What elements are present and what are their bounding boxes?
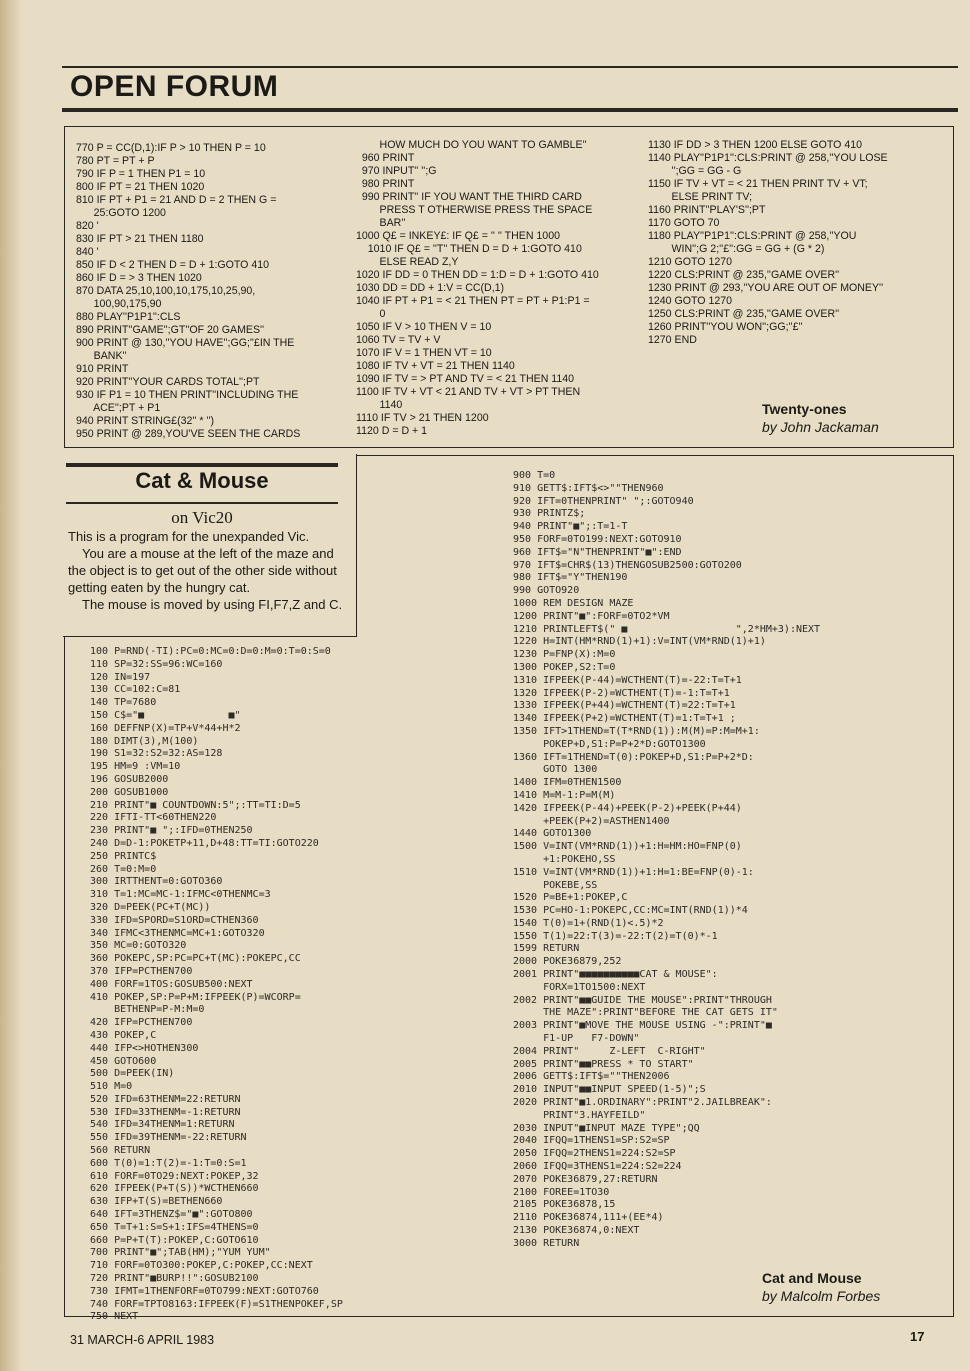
code-line: 1040 IF PT + P1 = < 21 THEN PT = PT + P1:P1 = — [356, 295, 590, 307]
code-line: 1100 IF TV + VT < 21 AND TV + VT > PT THEN — [356, 386, 581, 398]
code-line: POKEP+D,S1:P=P+2*D:GOTO1300 — [513, 738, 706, 750]
code-line: 730 IFMT=1THENFORF=0TO799:NEXT:GOTO760 — [90, 1285, 319, 1297]
intro-paragraph: This is a program for the unexpanded Vic. — [68, 529, 310, 544]
code-line: 200 GOSUB1000 — [90, 786, 169, 798]
code-line: 1110 IF TV > 21 THEN 1200 — [356, 412, 489, 424]
code-line: 360 POKEPC,SP:PC=PC+T(MC):POKEPC,CC — [90, 953, 301, 965]
code-line: 920 PRINT''YOUR CARDS TOTAL'';PT — [76, 376, 260, 388]
code-line: 600 T(0)=1:T(2)=-1:T=0:S=1 — [90, 1157, 247, 1169]
code-line: 2020 PRINT"■1.ORDINARY":PRINT"2.JAILBREAK": — [513, 1097, 772, 1109]
code-line: 860 IF D = > 3 THEN 1020 — [76, 272, 202, 284]
code-line: 240 D=D-1:POKETP+11,D+48:TT=TI:GOTO220 — [90, 837, 319, 849]
code-line: 930 IF P1 = 10 THEN PRINT''INCLUDING THE — [76, 389, 299, 401]
code-line: 340 IFMC<3THENMC=MC+1:GOTO320 — [90, 927, 265, 939]
cat-mouse-credit-author: by Malcolm Forbes — [762, 1288, 881, 1304]
twenty-ones-column-2 — [356, 139, 599, 438]
code-line: 1440 GOTO1300 — [513, 828, 592, 840]
code-line: 620 IFPEEK(P+T(S))*WCTHEN660 — [90, 1183, 259, 1195]
intro-paragraph: The mouse is moved by using FI,F7,Z and C. — [82, 597, 343, 612]
code-line: 1140 — [356, 399, 403, 411]
code-line: 195 HM=9 :VM=10 — [90, 761, 181, 773]
code-line: 330 IFD=SPORD=S1ORD=CTHEN360 — [90, 914, 259, 926]
code-line: 1160 PRINT''PLAY'S'';PT — [648, 204, 766, 216]
code-line: 196 GOSUB2000 — [90, 773, 169, 785]
code-line: 1000 Q£ = INKEY£: IF Q£ = '' '' THEN 1000 — [356, 230, 560, 242]
code-line: 100,90,175,90 — [76, 298, 162, 310]
footer-date: 31 MARCH-6 APRIL 1983 — [70, 1333, 215, 1347]
code-line: 1340 IFPEEK(P+2)=WCTHENT(T)=1:T=T+1 ; — [513, 713, 736, 725]
code-line: 1550 T(1)=22:T(3)=-22:T(2)=T(0)*-1 — [513, 930, 718, 942]
code-line: 840 ' — [76, 246, 99, 258]
code-line: 25:GOTO 1200 — [76, 207, 166, 219]
code-line: 2060 IFQQ=3THENS1=224:S2=224 — [513, 1161, 682, 1173]
code-line: 1210 PRINTLEFT$(" ■ ",2*HM+3):NEXT — [513, 623, 821, 635]
code-line: 870 DATA 25,10,100,10,175,10,25,90, — [76, 285, 256, 297]
code-line: 1330 IFPEEK(P+44)=WCTHENT(T)=22:T=T+1 — [513, 700, 736, 712]
cat-mouse-listing-right — [513, 470, 820, 1251]
code-line: 350 MC=0:GOTO320 — [90, 940, 187, 952]
code-line: 2002 PRINT"■■GUIDE THE MOUSE":PRINT"THROUGH — [513, 994, 772, 1006]
code-line: PRINT"3.HAYFEILD" — [513, 1109, 646, 1121]
code-line: 810 IF PT + P1 = 21 AND D = 2 THEN G = — [76, 194, 277, 206]
cat-mouse-credit-title: Cat and Mouse — [762, 1270, 862, 1286]
code-line: 1200 PRINT"■":FORF=0TO2*VM — [513, 610, 670, 622]
code-line: THE MAZE":PRINT"BEFORE THE CAT GETS IT" — [513, 1007, 778, 1019]
code-line: 400 FORF=1TOS:GOSUB500:NEXT — [90, 978, 253, 990]
code-line: 960 IFT$="N"THENPRINT"■":END — [513, 546, 682, 558]
code-line: 1310 IFPEEK(P-44)=WCTHENT(T)=-22:T=T+1 — [513, 674, 742, 686]
code-line: 1230 PRINT @ 293,''YOU ARE OUT OF MONEY'' — [648, 282, 884, 294]
code-line: 980 IFT$="Y"THEN190 — [513, 572, 628, 584]
code-line: 940 PRINT STRING£(32'' * '') — [76, 415, 215, 427]
code-line: 2004 PRINT" Z-LEFT C-RIGHT" — [513, 1045, 706, 1057]
code-line: 160 DEFFNP(X)=TP+V*44+H*2 — [90, 722, 241, 734]
intro-rule-mid — [66, 502, 338, 504]
code-line: 1350 IFT>1THEND=T(T*RND(1)):M(M)=P:M=M+1: — [513, 725, 760, 737]
code-line: 1220 CLS:PRINT @ 235,''GAME OVER'' — [648, 269, 840, 281]
code-line: 630 IFP+T(S)=BETHEN660 — [90, 1196, 223, 1208]
code-line: 1270 END — [648, 334, 697, 346]
code-line: 660 P=P+T(T):POKEP,C:GOTO610 — [90, 1234, 259, 1246]
code-line: 940 PRINT"■";:T=1-T — [513, 521, 628, 533]
code-line: 250 PRINTC$ — [90, 850, 157, 862]
twenty-ones-credit-title: Twenty-ones — [762, 401, 847, 417]
code-line: 1180 PLAY''P1P1'':CLS:PRINT @ 258,''YOU — [648, 230, 857, 242]
code-line: 2070 POKE36879,27:RETURN — [513, 1173, 658, 1185]
code-line: 2000 POKE36879,252 — [513, 956, 622, 968]
code-line: 1020 IF DD = 0 THEN DD = 1:D = D + 1:GOTO 410 — [356, 269, 599, 281]
code-line: 2001 PRINT"■■■■■■■■■■CAT & MOUSE": — [513, 969, 718, 981]
cat-mouse-intro-text — [68, 528, 346, 613]
code-line: 1300 POKEP,S2:T=0 — [513, 661, 616, 673]
code-line: 1140 PLAY''P1P1'':CLS:PRINT @ 258,''YOU LOSE — [648, 152, 888, 164]
code-line: ACE'';PT + P1 — [76, 402, 161, 414]
code-line: WIN'';G 2;''£'':GG = GG + (G * 2) — [648, 243, 825, 255]
code-line: +1:POKEHO,SS — [513, 853, 616, 865]
code-line: FORX=1TO1500:NEXT — [513, 981, 646, 993]
code-line: 0 — [356, 308, 386, 320]
code-line: 980 PRINT — [356, 178, 415, 190]
code-line: 320 D=PEEK(PC+T(MC)) — [90, 901, 211, 913]
code-line: 920 IFT=0THENPRINT" ";:GOTO940 — [513, 495, 694, 507]
code-line: 1260 PRINT''YOU WON'';GG;''£'' — [648, 321, 803, 333]
code-line: 900 T=0 — [513, 470, 556, 481]
intro-paragraph: You are a mouse at the left of the maze and the object is to get out of the other side without getting eaten by the hungry cat. — [68, 546, 337, 595]
code-line: 110 SP=32:SS=96:WC=160 — [90, 658, 223, 670]
twenty-ones-column-1 — [76, 142, 300, 441]
code-line: 2005 PRINT"■■PRESS * TO START" — [513, 1058, 694, 1070]
code-line: 2003 PRINT"■MOVE THE MOUSE USING -":PRINT"■ — [513, 1020, 772, 1032]
code-line: 130 CC=102:C=81 — [90, 684, 181, 696]
twenty-ones-column-3 — [648, 139, 888, 347]
code-line: 1060 TV = TV + V — [356, 334, 441, 346]
code-line: 2010 INPUT"■■INPUT SPEED(1-5)";S — [513, 1084, 706, 1096]
code-line: 1050 IF V > 10 THEN V = 10 — [356, 321, 492, 333]
code-line: 530 IFD=33THENM=-1:RETURN — [90, 1106, 241, 1118]
code-line: 880 PLAY''P1P1'':CLS — [76, 311, 181, 323]
code-line: 970 IFT$=CHR$(13)THENGOSUB2500:GOTO200 — [513, 559, 742, 571]
code-line: 720 PRINT"■BURP!!":GOSUB2100 — [90, 1273, 259, 1285]
code-line: BANK'' — [76, 350, 127, 362]
code-line: HOW MUCH DO YOU WANT TO GAMBLE'' — [356, 139, 587, 151]
code-line: 430 POKEP,C — [90, 1029, 157, 1041]
code-line: 1599 RETURN — [513, 943, 580, 955]
code-line: 990 GOTO920 — [513, 585, 580, 597]
code-line: 1410 M=M-1:P=M(M) — [513, 789, 616, 801]
code-line: 2006 GETT$:IFT$=""THEN2006 — [513, 1071, 670, 1083]
code-line: 540 IFD=34THENM=1:RETURN — [90, 1119, 235, 1131]
code-line: 1010 IF Q£ = ''T'' THEN D = D + 1:GOTO 410 — [356, 243, 582, 255]
code-line: 1320 IFPEEK(P-2)=WCTHENT(T)=-1:T=T+1 — [513, 687, 730, 699]
code-line: 1360 IFT=1THEND=T(0):POKEP+D,S1:P=P+2*D: — [513, 751, 754, 763]
code-line: 310 T=1:MC=MC-1:IFMC<0THENMC=3 — [90, 889, 271, 901]
header-rule-top — [62, 66, 958, 68]
code-line: 3000 RETURN — [513, 1237, 580, 1249]
code-line: 650 T=T+1:S=S+1:IFS=4THENS=0 — [90, 1221, 259, 1233]
code-line: 1520 P=BE+1:POKEP,C — [513, 892, 628, 904]
code-line: 790 IF P = 1 THEN P1 = 10 — [76, 168, 206, 180]
code-line: 1170 GOTO 70 — [648, 217, 720, 229]
code-line: 2100 FOREE=1TO30 — [513, 1186, 610, 1198]
code-line: 1510 V=INT(VM*RND(1))+1:H=1:BE=FNP(0)-1: — [513, 866, 754, 878]
code-line: 1210 GOTO 1270 — [648, 256, 733, 268]
code-line: 740 FORF=TPTO8163:IFPEEK(F)=S1THENPOKEF,SP — [90, 1298, 343, 1310]
code-line: 1000 REM DESIGN MAZE — [513, 597, 634, 609]
code-line: 1250 CLS:PRINT @ 235,''GAME OVER'' — [648, 308, 840, 320]
code-line: 440 IFP<>HOTHEN300 — [90, 1042, 199, 1054]
code-line: 710 FORF=0TO300:POKEP,C:POKEP,CC:NEXT — [90, 1260, 313, 1272]
page-number: 17 — [910, 1329, 925, 1344]
code-line: 990 PRINT'' IF YOU WANT THE THIRD CARD — [356, 191, 582, 203]
code-line: 2110 POKE36874,111+(EE*4) — [513, 1212, 664, 1224]
code-line: 230 PRINT"■ ";:IFD=0THEN250 — [90, 825, 253, 837]
intro-rule-top — [66, 463, 338, 467]
code-line: 1090 IF TV = > PT AND TV = < 21 THEN 1140 — [356, 373, 575, 385]
code-line: 2030 INPUT"■INPUT MAZE TYPE";QQ — [513, 1122, 700, 1134]
code-line: 370 IFP=PCTHEN700 — [90, 965, 193, 977]
code-line: 770 P = CC(D,1):IF P > 10 THEN P = 10 — [76, 142, 266, 154]
code-line: 2105 POKE36878,15 — [513, 1199, 616, 1211]
code-line: 820 ' — [76, 220, 99, 232]
code-line: '';GG = GG - G — [648, 165, 742, 177]
code-line: ELSE PRINT TV; — [648, 191, 753, 203]
code-line: PRESS T OTHERWISE PRESS THE SPACE — [356, 204, 593, 216]
cat-mouse-listing-left — [90, 646, 343, 1324]
code-line: 510 M=0 — [90, 1081, 133, 1093]
code-line: 100 P=RND(-TI):PC=0:MC=0:D=0:M=0:T=0:S=0 — [90, 646, 331, 657]
code-line: 2040 IFQQ=1THENS1=SP:S2=SP — [513, 1135, 670, 1147]
code-line: 700 PRINT"■";TAB(HM);"YUM YUM" — [90, 1247, 271, 1259]
code-line: 550 IFD=39THENM=-22:RETURN — [90, 1132, 247, 1144]
code-line: 1540 T(0)=1+(RND(1)<.5)*2 — [513, 917, 664, 929]
code-line: 610 FORF=0TO29:NEXT:POKEP,32 — [90, 1170, 259, 1182]
code-line: 830 IF PT > 21 THEN 1180 — [76, 233, 204, 245]
code-line: 910 PRINT — [76, 363, 129, 375]
code-line: 1130 IF DD > 3 THEN 1200 ELSE GOTO 410 — [648, 139, 863, 151]
code-line: 1400 IFM=0THEN1500 — [513, 777, 622, 789]
code-line: 420 IFP=PCTHEN700 — [90, 1017, 193, 1029]
code-line: 1120 D = D + 1 — [356, 425, 428, 437]
code-line: 120 IN=197 — [90, 671, 151, 683]
code-line: +PEEK(P+2)=ASTHEN1400 — [513, 815, 670, 827]
code-line: 1070 IF V = 1 THEN VT = 10 — [356, 347, 492, 359]
code-line: ELSE READ Z,Y — [356, 256, 459, 268]
cat-mouse-subtitle: on Vic20 — [171, 508, 233, 527]
code-line: 1530 PC=HO-1:POKEPC,CC:MC=INT(RND(1))*4 — [513, 905, 748, 917]
code-line: 930 PRINTZ$; — [513, 508, 586, 520]
code-line: 1240 GOTO 1270 — [648, 295, 733, 307]
code-line: 560 RETURN — [90, 1145, 151, 1157]
code-line: 2050 IFQQ=2THENS1=224:S2=SP — [513, 1148, 676, 1160]
code-line: 900 PRINT @ 130,''YOU HAVE'';GG;''£IN THE — [76, 337, 295, 349]
code-line: 140 TP=7680 — [90, 697, 157, 709]
code-line: 450 GOTO600 — [90, 1055, 157, 1067]
code-line: 910 GETT$:IFT$<>""THEN960 — [513, 482, 664, 494]
code-line: 180 DIMT(3),M(100) — [90, 735, 199, 747]
code-line: 960 PRINT — [356, 152, 415, 164]
section-title: OPEN FORUM — [70, 70, 279, 103]
code-line: 1230 P=FNP(X):M=0 — [513, 649, 616, 661]
page-gutter-shadow — [0, 0, 22, 1371]
code-line: 1030 DD = DD + 1:V = CC(D,1) — [356, 282, 505, 294]
code-line: 410 POKEP,SP:P=P+M:IFPEEK(P)=WCORP= — [90, 991, 301, 1003]
code-line: 800 IF PT = 21 THEN 1020 — [76, 181, 205, 193]
code-line: 970 INPUT'' '';G — [356, 165, 437, 177]
code-line: 520 IFD=63THENM=22:RETURN — [90, 1093, 241, 1105]
code-line: 750 NEXT — [90, 1311, 139, 1323]
header-rule-bottom — [62, 108, 958, 112]
code-line: GOTO 1300 — [513, 764, 598, 776]
code-line: 890 PRINT''GAME'';GT''OF 20 GAMES'' — [76, 324, 265, 336]
code-line: 190 S1=32:S2=32:AS=128 — [90, 748, 223, 760]
code-line: 1080 IF TV + VT = 21 THEN 1140 — [356, 360, 515, 372]
code-line: F1-UP F7-DOWN" — [513, 1033, 640, 1045]
code-line: 500 D=PEEK(IN) — [90, 1068, 175, 1080]
code-line: 1150 IF TV + VT = < 21 THEN PRINT TV + VT; — [648, 178, 868, 190]
twenty-ones-credit-author: by John Jackaman — [762, 419, 879, 435]
code-line: 640 IFT=3THENZ$="■":GOTO800 — [90, 1209, 253, 1221]
code-line: 1220 H=INT(HM*RND(1)+1):V=INT(VM*RND(1)+1) — [513, 636, 766, 648]
code-line: 850 IF D < 2 THEN D = D + 1:GOTO 410 — [76, 259, 270, 271]
code-line: 300 IRTTHENT=0:GOTO360 — [90, 876, 223, 888]
cat-mouse-title: Cat & Mouse — [135, 468, 269, 493]
code-line: 260 T=0:M=0 — [90, 863, 157, 875]
code-line: BAR'' — [356, 217, 406, 229]
code-line: POKEBE,SS — [513, 879, 598, 891]
code-line: 780 PT = PT + P — [76, 155, 155, 167]
code-line: 950 FORF=0TO199:NEXT:GOTO910 — [513, 533, 682, 545]
code-line: 220 IFTI-TT<60THEN220 — [90, 812, 217, 824]
code-line: 210 PRINT"■ COUNTDOWN:5";:TT=TI:D=5 — [90, 799, 301, 811]
code-line: 2130 POKE36874,0:NEXT — [513, 1225, 640, 1237]
code-line: 1420 IFPEEK(P-44)+PEEK(P-2)+PEEK(P+44) — [513, 802, 742, 814]
code-line: 1500 V=INT(VM*RND(1))+1:H=HM:HO=FNP(0) — [513, 841, 742, 853]
code-line: BETHENP=P-M:M=0 — [90, 1004, 205, 1016]
code-line: 150 C$="■ ■" — [90, 709, 241, 721]
code-line: 950 PRINT @ 289,YOU'VE SEEN THE CARDS — [76, 428, 301, 440]
